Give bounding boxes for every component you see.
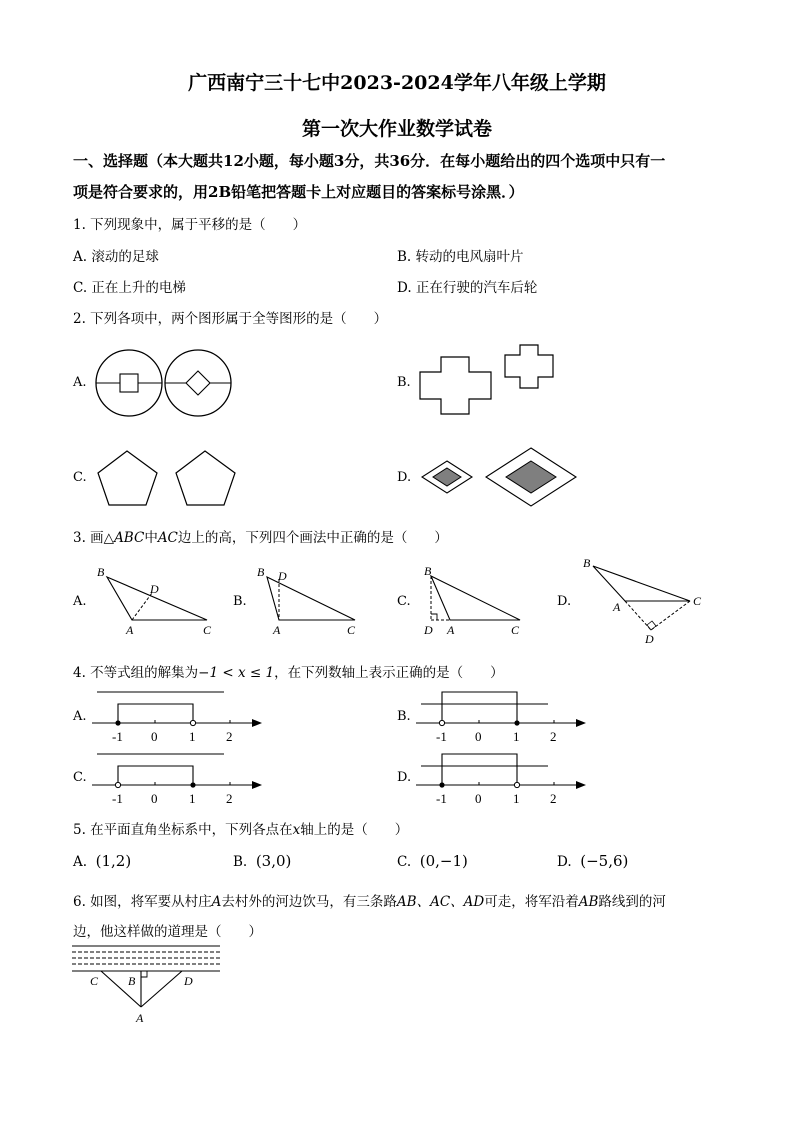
q1-stem: 1. 下列现象中，属于平移的是（ ） (73, 217, 307, 233)
q3c-label-b: B (424, 564, 432, 578)
q4-stem-inequality: −1 < x ≤ 1 (198, 665, 275, 681)
q4a-tick-neg1: -1 (112, 729, 123, 744)
q6-stem-line1 (73, 890, 666, 910)
q4b-tick-1: 1 (513, 729, 520, 744)
q4b-tick-neg1: -1 (436, 729, 447, 744)
q2-option-b-label: B. (397, 375, 411, 390)
q5-option-d-value: (−5,6) (580, 852, 629, 870)
q5-option-a-label: A. (73, 854, 88, 870)
q5-option-b (233, 852, 291, 870)
q4c-tick-neg1: -1 (112, 791, 123, 806)
section-header-line2: 项是符合要求的，用2B铅笔把答题卡上对应题目的答案标号涂黑．） (73, 183, 524, 201)
q3b-label-c: C (347, 623, 356, 637)
q5-option-d-label: D. (557, 854, 572, 870)
q3b-label-b: B (257, 565, 265, 579)
q6-stem-village: A (211, 894, 222, 910)
q3-figure-b (255, 562, 365, 640)
q6-label-b: B (128, 974, 136, 988)
q3-stem-mid: 中 (144, 530, 158, 546)
q5-option-b-label: B. (233, 854, 248, 870)
q5-option-a (73, 852, 131, 870)
q3-stem-ac: AC (157, 530, 178, 546)
q4-stem-prefix: 4. 不等式组的解集为 (73, 665, 199, 681)
q4-stem (73, 661, 504, 681)
q6-stem-a: 6. 如图，将军要从村庄 (73, 894, 212, 910)
q4-numberline-a (92, 688, 267, 750)
q3c-label-c: C (511, 623, 520, 637)
q4c-tick-0: 0 (151, 791, 158, 806)
q3-stem-suffix: 边上的高，下列四个画法中正确的是（ ） (177, 530, 448, 546)
q3d-label-c: C (693, 594, 702, 608)
q4-option-d-label: D. (397, 770, 412, 785)
q6-stem-line2: 边，他这样做的道理是（ ） (73, 924, 262, 940)
q6-label-a: A (136, 1011, 144, 1025)
q5-option-d (557, 852, 628, 870)
q3-stem-prefix: 3. 画△ (73, 530, 115, 546)
q2-option-c-label: C. (73, 470, 87, 485)
q4b-tick-0: 0 (475, 729, 482, 744)
q4d-tick-neg1: -1 (436, 791, 447, 806)
q6-stem-roads: AB、AC、AD (396, 894, 485, 910)
q4-numberline-c (92, 750, 267, 812)
q3b-label-d: D (278, 569, 287, 583)
q4-option-b-label: B. (397, 709, 411, 724)
q4a-tick-0: 0 (151, 729, 158, 744)
q4d-tick-1: 1 (513, 791, 520, 806)
q5-option-a-value: (1,2) (95, 852, 132, 870)
q5-stem (73, 818, 408, 838)
page-title: 广西南宁三十七中2023-2024学年八年级上学期 (188, 72, 606, 94)
q4d-tick-2: 2 (550, 791, 557, 806)
q5-stem-prefix: 5. 在平面直角坐标系中，下列各点在 (73, 822, 293, 838)
q4-numberline-b (416, 688, 591, 750)
q2-figure-a (95, 346, 235, 421)
q4a-tick-2: 2 (226, 729, 233, 744)
q3c-label-d: D (424, 623, 433, 637)
q1-option-c: C. 正在上升的电梯 (73, 280, 186, 296)
q3-figure-d (580, 555, 710, 647)
q3-figure-a (95, 562, 220, 640)
q3-option-a-label: A. (73, 594, 87, 609)
q6-label-c: C (90, 974, 99, 988)
q6-stem-b: 去村外的河边饮马，有三条路 (221, 894, 397, 910)
q5-stem-x: x (292, 822, 301, 838)
q4c-tick-2: 2 (226, 791, 233, 806)
q3a-label-a: A (126, 623, 134, 637)
q4-option-a-label: A. (73, 709, 87, 724)
q3a-label-d: D (150, 582, 159, 596)
q2-figure-b (418, 343, 558, 428)
q1-option-a: A. 滚动的足球 (73, 249, 159, 265)
q2-option-d-label: D. (397, 470, 412, 485)
q2-figure-c (95, 446, 245, 511)
section-header-line1: 一、选择题（本大题共12小题，每小题3分，共36分．在每小题给出的四个选项中只有一 (73, 152, 666, 170)
q3a-label-b: B (97, 565, 105, 579)
q6-stem-c: 可走，将军沿着 (484, 894, 579, 910)
q4-numberline-d (416, 750, 591, 812)
q6-river-figure (72, 944, 222, 1026)
q3-option-d-label: D. (557, 594, 572, 609)
q1-option-b: B. 转动的电风扇叶片 (397, 249, 524, 265)
q5-option-c-value: (0,−1) (419, 852, 468, 870)
q3-figure-c (420, 562, 530, 640)
q5-stem-suffix: 轴上的是（ ） (300, 822, 409, 838)
q6-label-d: D (184, 974, 193, 988)
q4-option-c-label: C. (73, 770, 87, 785)
q2-figure-d (418, 446, 583, 506)
q3-stem-abc: ABC (114, 530, 145, 546)
q4b-tick-2: 2 (550, 729, 557, 744)
q1-option-d: D. 正在行驶的汽车后轮 (397, 280, 538, 296)
q4d-tick-0: 0 (475, 791, 482, 806)
q3a-label-c: C (203, 623, 212, 637)
q2-stem: 2. 下列各项中，两个图形属于全等图形的是（ ） (73, 311, 388, 327)
q2-option-a-label: A. (73, 375, 87, 390)
q6-stem-d: 路线到的河 (598, 894, 666, 910)
q4a-tick-1: 1 (189, 729, 196, 744)
q3d-label-a: A (613, 600, 621, 614)
q5-option-b-value: (3,0) (255, 852, 292, 870)
q3d-label-b: B (583, 556, 591, 570)
q3-option-b-label: B. (233, 594, 247, 609)
q5-option-c-label: C. (397, 854, 412, 870)
q6-stem-ab: AB (578, 894, 599, 910)
page-subtitle: 第一次大作业数学试卷 (301, 118, 492, 140)
q3-option-c-label: C. (397, 594, 411, 609)
q5-option-c (397, 852, 468, 870)
q3d-label-d: D (645, 632, 654, 646)
q3-stem (73, 526, 448, 546)
q4c-tick-1: 1 (189, 791, 196, 806)
q3c-label-a: A (447, 623, 455, 637)
q4-stem-suffix: ，在下列数轴上表示正确的是（ ） (274, 665, 504, 681)
q3b-label-a: A (273, 623, 281, 637)
